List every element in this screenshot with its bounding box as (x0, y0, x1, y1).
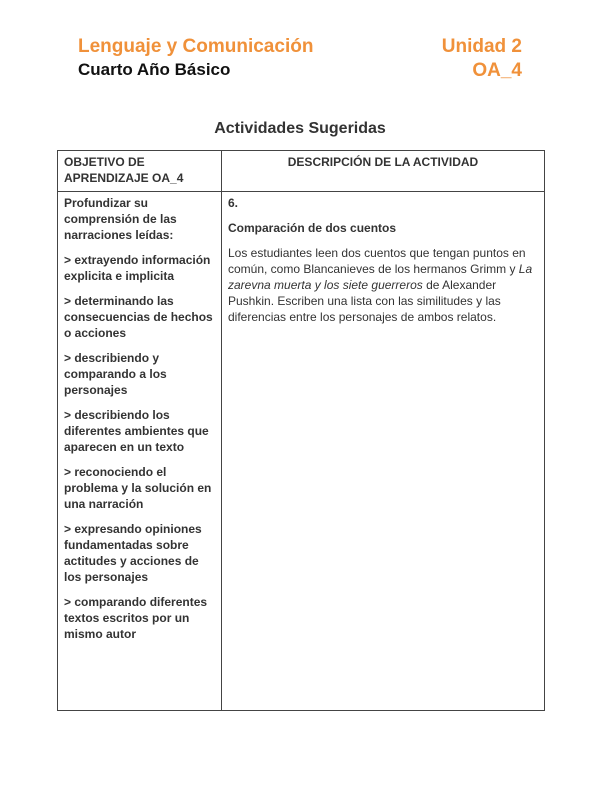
objective-item: > extrayendo información explicita e implicita (64, 253, 211, 283)
objective-item: > describiendo los diferentes ambientes que aparecen en un texto (64, 408, 209, 454)
objective-cell (58, 192, 222, 711)
table-row (58, 192, 545, 711)
objective-item: > expresando opiniones fundamentadas sobre actitudes y acciones de los personajes (64, 522, 202, 584)
objective-intro: Profundizar su comprensión de las narraciones leídas: (64, 196, 177, 242)
objective-item: > reconociendo el problema y la solución en una narración (64, 465, 212, 511)
activity-number: 6. (228, 196, 239, 210)
section-title: Actividades Sugeridas (214, 120, 386, 137)
table-header-row (58, 151, 545, 192)
oa-label: OA_4 (472, 60, 522, 81)
description-header: DESCRIPCIÓN DE LA ACTIVIDAD (222, 151, 545, 192)
activity-text (228, 245, 538, 325)
objective-item: > comparando diferentes textos escritos por un mismo autor (64, 595, 208, 641)
description-cell (222, 192, 545, 711)
activity-book-title: La zarevna muerta y los siete guerreros (228, 262, 533, 292)
subject-title: Lenguaje y Comunicación (78, 36, 314, 57)
activity-title: Comparación de dos cuentos (228, 221, 397, 235)
objective-item: > determinando las consecuencias de hechos o acciones (64, 294, 213, 340)
grade-title: Cuarto Año Básico (78, 60, 231, 79)
activity-text-part1: Los estudiantes leen dos cuentos que tengan puntos en común, como Blancanieves de los hermanos Grimm y (228, 246, 526, 276)
unit-label: Unidad 2 (441, 36, 522, 57)
activity-text-part2: de Alexander Pushkin. Escriben una lista con las similitudes y las diferencias entre los personajes de ambos relatos. (228, 278, 501, 324)
objective-item: > describiendo y comparando a los personajes (64, 351, 167, 397)
objective-header: OBJETIVO DE APRENDIZAJE OA_4 (58, 151, 222, 192)
activities-table (57, 150, 545, 711)
